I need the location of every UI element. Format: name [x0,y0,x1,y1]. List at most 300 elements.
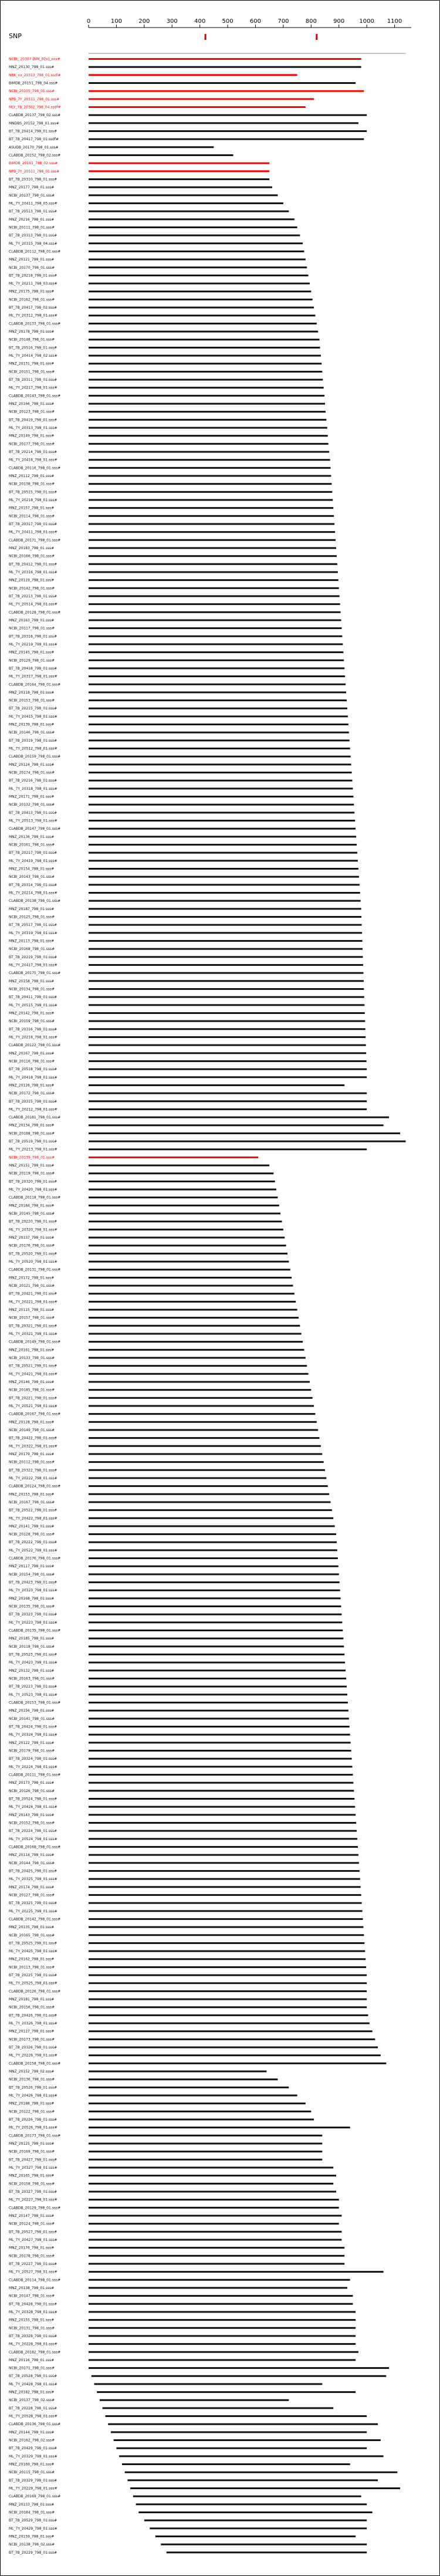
sequence-label: ML_7Y_20326_798_01.sss# [9,2021,57,2026]
sequence-bar [89,1942,364,1944]
sequence-label: MNZ_20114_798_01.sss# [9,1853,55,1858]
sequence-bar [89,756,351,758]
sequence-label: BT_7B_20321_798_01.sss# [9,1324,57,1328]
sequence-label: NCBI_20144_798_01.sss# [9,1861,55,1865]
sequence-bar [89,1918,363,1920]
sequence-bar [94,2383,322,2385]
sequence-label: ML_7Y_20327_798_01.sss# [9,2165,57,2170]
sequence-bar [89,643,343,645]
sequence-label: NCBI_20123_798_01.sss# [9,410,55,414]
sequence-bar [89,259,306,261]
sequence-bar [89,1902,362,1904]
sequence-label: BIMDB_20151_798_04.sss# [9,81,58,86]
sequence-bar [89,539,336,541]
sequence-bar [89,1012,365,1014]
sequence-label: NCBI_20171_798_01.sss# [9,2366,55,2371]
sequence-bar [89,748,350,749]
sequence-bar [89,266,307,268]
sequence-bar [89,916,361,918]
sequence-bar [89,547,336,549]
sequence-label: BT_7B_20419_798_01.sss# [9,418,57,422]
sequence-bar [89,844,357,846]
sequence-label: BT_7B_20524_798_01.sss# [9,1797,57,1801]
sequence-label: BT_7B_20322_798_01.sss# [9,1468,57,1473]
sequence-bar [89,1437,320,1439]
sequence-label: BIMDB_20161_798_02.sss# [9,161,58,166]
sequence-label: BT_7B_20320_798_01.sss# [9,1179,57,1184]
sequence-bar [89,74,297,76]
sequence-label: NCBI_20113_798_01.sss# [9,1965,55,1970]
x-axis [87,18,411,53]
sequence-bar [89,1590,340,1591]
sequence-label: NCBI_20114_798_01.sss# [9,514,55,519]
sequence-label: NCBI_20115_798_01.sss# [9,2470,55,2475]
sequence-bar [89,908,361,910]
sequence-bar [108,2423,378,2425]
sequence-label: ML_7Y_20320_798_01.sss# [9,1228,57,1232]
sequence-label: MNZ_20181_798_01.sss# [9,1997,55,2002]
sequence-bar [89,2247,344,2249]
sequence-label: CLABDB_20164_798_01.sss# [9,682,61,687]
sequence-bar [89,1654,344,1655]
sequence-bar [89,363,321,364]
sequence-label: MNZ_20161_798_01.sss# [9,1348,55,1353]
sequence-label: ML_7Y_20228_798_01.sss# [9,2342,57,2347]
sequence-label: ML_7Y_20420_798_01.sss# [9,1188,57,1192]
sequence-label: ML_7Y_20421_798_01.sss# [9,1372,57,1377]
sequence-bar [89,868,358,870]
sequence-label: MNZ_20146_798_01.sss# [9,1380,55,1384]
sequence-bar [89,1597,341,1599]
sequence-bar [89,1157,258,1158]
sequence-bar [89,2287,347,2288]
sequence-label: ML_7Y_20218_798_01.sss# [9,498,57,502]
sequence-bar [89,1069,367,1070]
sequence-label: NCBI_20105_798_01.sss# [9,89,55,94]
sequence-bar [89,379,323,381]
sequence-bar [130,2487,400,2489]
sequence-label: ML_7Y_20424_798_01.sss# [9,1805,57,1810]
sequence-bar [89,739,350,741]
sequence-bar [89,660,344,661]
sequence-label: MNZ_20183_798_01.sss# [9,546,55,550]
sequence-bar [89,1798,354,1800]
sequence-label: MNZ_20127_798_01.sss# [9,2029,55,2034]
sequence-bar [89,2159,322,2161]
sequence-label: MNZ_20167_798_01.sss# [9,1051,55,1056]
axis-tick-label: 100 [110,18,122,25]
sequence-label: NCBI_20145_798_01.sss# [9,1212,55,1216]
sequence-label: MNZ_20151_798_01.sss# [9,1164,55,1168]
sequence-bar [89,1325,300,1327]
axis-tick-label: 600 [249,18,262,25]
sequence-label: MNZ_20178_798_01.sss# [9,330,55,334]
sequence-bar [89,1365,307,1367]
sequence-bar [89,58,361,60]
sequence-label: ML_7Y_20411_798_01.sss# [9,530,57,535]
sequence-label: BT_7B_20216_798_01.sss# [9,779,57,783]
sequence-label: NCBI_20161_798_01.sss# [9,843,55,847]
sequence-label: ML_7Y_20528_798_01.sss# [9,2414,57,2419]
sequence-bar [89,2166,333,2168]
sequence-bar [89,1541,337,1543]
sequence-bar [127,2479,378,2481]
sequence-label: BT_7B_20214_798_01.sss# [9,450,57,455]
sequence-bar [100,2399,289,2401]
sequence-bar [89,2127,350,2128]
sequence-label: CLABDB_20138_798_01.sss# [9,899,61,904]
sequence-bar [89,427,327,429]
sequence-bar [89,515,334,517]
sequence-bar [89,459,330,461]
sequence-label: MNZ_20165_798_01.sss# [9,2173,55,2178]
sequence-bar [89,2095,297,2097]
sequence-label: CLABDB_20126_798_01.sss# [9,1989,61,1994]
sequence-label: ML_7Y_20211_798_03.sss# [9,282,57,286]
sequence-bar [89,1100,367,1102]
sequence-label: BT_7B_20521_798_01.sss# [9,1364,57,1368]
sequence-bar [89,467,331,469]
sequence-label: ML_7Y_20322_798_01.sss# [9,1444,57,1449]
sequence-label: BT_7B_20328_798_01.sss# [9,2334,57,2338]
sequence-bar [125,2472,398,2473]
sequence-bar [89,924,362,926]
sequence-label: ML_7Y_20315_798_04.sss# [9,241,57,246]
sequence-label: CLABDB_20137_798_02.sss# [9,113,61,118]
sequence-bar [89,1999,367,2000]
sequence-bar [89,1205,279,1206]
sequence-bar [89,1862,359,1864]
sequence-label: CLABDB_20167_798_01.sss# [9,1412,61,1417]
sequence-label: ML_7Y_20515_798_01.sss# [9,1003,57,1008]
sequence-bar [89,1990,367,1992]
sequence-label: CLABDB_20149_798_01.sss# [9,1340,61,1344]
sequence-label: CLABDB_20122_798_01.sss# [9,1043,61,1048]
sequence-label: CLABDB_20142_798_01.sss# [9,1917,61,1922]
sequence-label: NCBI_20137_798_01.sss# [9,193,55,198]
sequence-label: ML_7Y_20316_798_01.sss# [9,570,57,574]
sequence-label: BT_7B_20424_798_01.sss# [9,1725,57,1729]
sequence-bar [89,1381,310,1382]
sequence-label: BT_7B_20226_798_01.sss# [9,2118,57,2122]
sequence-bar [89,227,297,228]
sequence-label: NCBI_20172_798_01.sss# [9,1091,55,1096]
sequence-label: NCBI_20151_798_01.sss# [9,370,55,374]
sequence-label: CLABDB_20112_798_01.sss# [9,249,61,254]
sequence-label: BT_7B_20523_798_01.sss# [9,1652,57,1657]
sequence-label: ML_7Y_20419_798_01.sss# [9,858,57,863]
sequence-label: NCBI_20154_798_01.sss# [9,1572,55,1577]
sequence-bar [116,2447,367,2449]
sequence-bar [89,1669,346,1671]
sequence-bar [89,763,351,765]
sequence-bar [89,852,357,854]
sequence-bar [89,2271,384,2273]
sequence-bar [89,194,277,196]
sequence-label: BT_7B_20425_798_01.sss# [9,1869,57,1874]
sequence-bar [89,2311,356,2313]
sequence-bar [89,242,303,244]
sequence-bar [89,1822,356,1824]
sequence-label: BT_7B_20423_798_01.sss# [9,1580,57,1585]
sequence-label: NCBI_20135_798_01.sss# [9,1604,55,1609]
sequence-label: MNZ_20156_798_01.sss# [9,1709,55,1713]
sequence-label: CLABDB_20116_798_01.sss# [9,466,61,471]
sequence-bar [89,251,304,252]
sequence-label: ML_7Y_20325_798_01.sss# [9,1877,57,1882]
sequence-label: NCBI_20169_798_01.sss# [9,2149,55,2154]
sequence-bar [89,724,348,725]
sequence-bar [89,1285,293,1287]
sequence-rows [9,58,406,2555]
sequence-label: MNZ_20152_798_02.sss# [9,2070,55,2074]
sequence-bar [89,1525,335,1527]
sequence-label: BT_7B_20221_798_01.sss# [9,1396,57,1401]
sequence-label: NCBI_20134_798_01.sss# [9,987,55,992]
sequence-bar [89,2047,378,2048]
sequence-label: BT_7B_20224_798_01.sss# [9,1829,57,1834]
sequence-label: ML_7Y_20526_798_01.sss# [9,2125,57,2130]
sequence-bar [89,2071,266,2073]
sequence-label: BT_7B_20412_798_01.sss# [9,562,57,567]
sequence-bar [89,531,335,533]
sequence-bar [89,1982,367,1984]
sequence-bar [89,1790,354,1791]
sequence-bar [89,138,364,140]
sequence-bar [89,1838,357,1840]
sequence-label: BT_7B_20413_798_01.sss# [9,810,57,815]
sequence-label: ML_7Y_20213_798_01.sss# [9,1147,57,1152]
sequence-label: NCBI_20179_798_01.sss# [9,1749,55,1753]
sequence-label: BT_7B_20527_798_01.sss# [9,2230,57,2234]
sequence-bar [89,996,364,998]
sequence-bar [89,146,214,148]
sequence-bar [89,1950,365,1952]
sequence-label: CLABDB_20159_798_01.sss# [9,755,61,759]
sequence-label: NCBI_20177_798_01.sss# [9,442,55,447]
sequence-label: BT_7B_20323_798_01.sss# [9,1612,57,1617]
sequence-bar [89,315,315,316]
sequence-bar [89,787,353,789]
sequence-bar [89,1421,317,1423]
sequence-label: BT_7B_20229_798_01.sss# [9,2550,57,2555]
sequence-label: NCBI_20128_798_01.sss# [9,1532,55,1537]
sequence-label: ML_7Y_20513_798_01.sss# [9,819,57,823]
sequence-bar [89,2006,367,2008]
sequence-label: MNZ_20139_798_01.sss# [9,722,55,727]
sequence-label: MNZ_20134_798_01.sss# [9,1123,55,1128]
sequence-label: MNZ_20187_798_01.sss# [9,907,55,911]
sequence-label: BT_7B_20517_798_01.sss# [9,923,57,928]
sequence-label: MNZ_20126_798_01.sss# [9,1083,55,1088]
sequence-bar [89,114,367,116]
sequence-bar [89,1549,337,1551]
sequence-label: MNZ_20135_798_01.sss# [9,1925,55,1930]
sequence-bar [89,2335,356,2337]
sequence-bar [89,587,339,589]
sequence-bar [89,1133,400,1134]
sequence-bar [89,1774,353,1776]
sequence-bar [89,1662,345,1664]
sequence-label: MNZ_20124_798_01.sss# [9,762,55,767]
sequence-bar [89,1678,346,1679]
sequence-bar [89,154,233,156]
sequence-label: MNZ_20118_798_01.sss# [9,690,55,695]
sequence-bar [89,675,345,677]
sequence-bar [89,2143,322,2145]
sequence-bar [89,1702,348,1703]
sequence-label: CLABDB_20129_798_01.sss# [9,2206,61,2210]
sequence-bar [89,964,363,966]
sequence-label: CLABDB_20181_798_01.sss# [9,1115,61,1120]
snp-track [9,32,317,40]
sequence-bar [89,1501,331,1503]
sequence-bar [89,1966,366,1968]
sequence-bar [89,2151,322,2152]
sequence-bar [89,1301,296,1303]
sequence-bar [89,1638,343,1639]
sequence-label: BT_7B_20219_798_01.sss# [9,955,57,959]
sequence-label: BT_7B_20525_798_01.sss# [9,1941,57,1946]
sequence-label: ML_7Y_20512_798_01.sss# [9,746,57,751]
sequence-label: NCBI_20112_798_01.sss# [9,1460,55,1465]
sequence-bar [114,2439,381,2441]
sequence-label: NCBI_20124_798_01.sss# [9,2222,55,2226]
sequence-label: NCBI_20152_798_01.sss# [9,1821,55,1825]
sequence-label: NCBI_20185_798_01.sss# [9,1388,55,1392]
sequence-label: NCBI_ 20307 [NM_02x]_xxx# [9,57,60,62]
sequence-label: BT_7B_20417_798_01.ssdf# [9,137,59,142]
sequence-bar [89,1693,347,1695]
sequence-label: NCBI_20119_798_01.sss# [9,1171,55,1176]
sequence-bar [155,2536,356,2537]
sequence-label: ML_7Y_20323_798_01.sss# [9,1588,57,1593]
sequence-bar [89,235,300,236]
axis-tick-label: 0 [86,18,91,25]
sequence-bar [89,563,337,565]
sequence-label: NCBI_20139_798_01.sss# [9,1155,55,1160]
sequence-bar [89,1044,366,1046]
sequence-label: NCBI_20153_798_01.sss# [9,698,55,703]
sequence-bar [89,1165,269,1167]
sequence-bar [89,1413,315,1415]
sequence-bar [89,2231,341,2233]
sequence-label: BT_7B_20421_798_01.sss# [9,1292,57,1296]
sequence-label: ML_7Y_20318_798_01.sss# [9,786,57,791]
sequence-label: BT_7B_20329_798_01.sss# [9,2478,57,2483]
sequence-bar [89,1293,295,1294]
sequence-label: BT_7B_20422_798_01.sss# [9,1436,57,1441]
sequence-bar [89,1028,365,1030]
sequence-label: BT_7B_20520_798_01.sss# [9,1252,57,1256]
sequence-bar [89,475,331,477]
sequence-bar [89,1910,363,1912]
sequence-bar [89,932,362,934]
sequence-bar [89,708,347,709]
sequence-label: NCBI_20148_798_01.sss# [9,337,55,342]
sequence-label: ML_7Y_20226_798_01.sss# [9,2053,57,2058]
sequence-label: ML_7Y_20423_798_01.sss# [9,1661,57,1665]
sequence-label: NCBI_20142_798_01.sss# [9,586,55,591]
sequence-label: CLABDB_20133_798_01.sss# [9,322,61,326]
sequence-bar [89,395,324,397]
sequence-bar [89,2207,339,2209]
sequence-label: ML_7Y_20219_798_01.sss# [9,642,57,647]
sequence-bar [89,1141,406,1142]
sequence-bar [89,2054,381,2056]
sequence-label: ML_7Y_20313_798_01.sss# [9,426,57,431]
sequence-bar [89,122,358,124]
sequence-label: MNZ_20175_798_01.sss# [9,289,55,294]
sequence-label: ML_7Y_20427_798_01.sss# [9,2237,57,2242]
sequence-bar [89,403,325,405]
sequence-label: MNZ_20131_798_01.sss# [9,361,55,366]
sequence-bar [89,1253,287,1255]
sequence-bar [89,66,361,68]
sequence-bar [89,603,340,605]
sequence-label: NCBI_20158_798_01.sss# [9,2182,55,2186]
sequence-bar [89,1229,283,1230]
sequence-bar [97,2391,356,2393]
sequence-label: NCBI_20131_798_01.sss# [9,2326,55,2331]
sequence-bar [89,1261,289,1263]
sequence-bar [89,1854,358,1856]
sequence-bar [89,1108,367,1110]
sequence-label: ML_7Y_20324_798_01.sss# [9,1733,57,1737]
sequence-label: CLABDB_20182_798_01.sss# [9,2350,61,2355]
sequence-bar [89,2351,358,2353]
sequence-label: MNZ_20116_798_01.sss# [9,2358,55,2362]
sequence-bar [89,2239,341,2240]
sequence-label: CLABDB_20169_798_01.sss# [9,2494,61,2499]
sequence-bar [89,1429,318,1431]
sequence-bar [89,1349,304,1351]
sequence-label: ML_7Y_20319_798_01.sss# [9,931,57,935]
sequence-label: NCBI_20163_798_01.sss# [9,1676,55,1681]
sequence-bar [89,1052,366,1054]
sequence-bar [89,1630,343,1631]
sequence-bar [89,956,363,958]
sequence-bar [144,2520,367,2521]
sequence-bar [89,499,333,501]
sequence-label: MNZ_20143_798_01.sss# [9,1813,55,1817]
sequence-label: BT_7B_20318_798_01.sss# [9,634,57,639]
sequence-label: MNZ_20177_798_01.sss# [9,185,55,190]
sequence-bar [89,1926,363,1928]
sequence-bar [89,2367,389,2369]
sequence-bar [89,1645,344,1647]
sequence-bar [89,2319,356,2321]
sequence-label: BT_7B_20227_798_01.sss# [9,2261,57,2266]
sequence-label: NCBI_20146_798_01.sss# [9,731,55,735]
sequence-label: NCBI_20173_798_01.sss# [9,2037,55,2042]
sequence-label: BT_7B_20515_798_01.sss# [9,490,57,495]
sequence-label: MNZ_20122_798_01.sss# [9,1740,55,1745]
sequence-bar [89,1172,273,1174]
sequence-label: MNZ_20136_798_01.sss# [9,834,55,839]
sequence-label: ML_7Y_20429_798_01.sss# [9,2526,57,2531]
sequence-label: MNZ_20174_798_01.sss# [9,1885,55,1889]
sequence-label: NCBI_20166_798_01.sss# [9,554,55,559]
sequence-label: ML_7Y_20417_798_01.sss# [9,963,57,968]
sequence-label: ML_7Y_20317_798_01.sss# [9,674,57,679]
sequence-bar [89,651,343,653]
sequence-label: ML_7Y_20425_798_01.sss# [9,1949,57,1954]
sequence-label: MNDBS_20152_798_01.sss# [9,121,59,126]
sequence-bar [89,1189,276,1191]
sequence-bar [89,1509,332,1511]
sequence-bar [89,1469,325,1471]
